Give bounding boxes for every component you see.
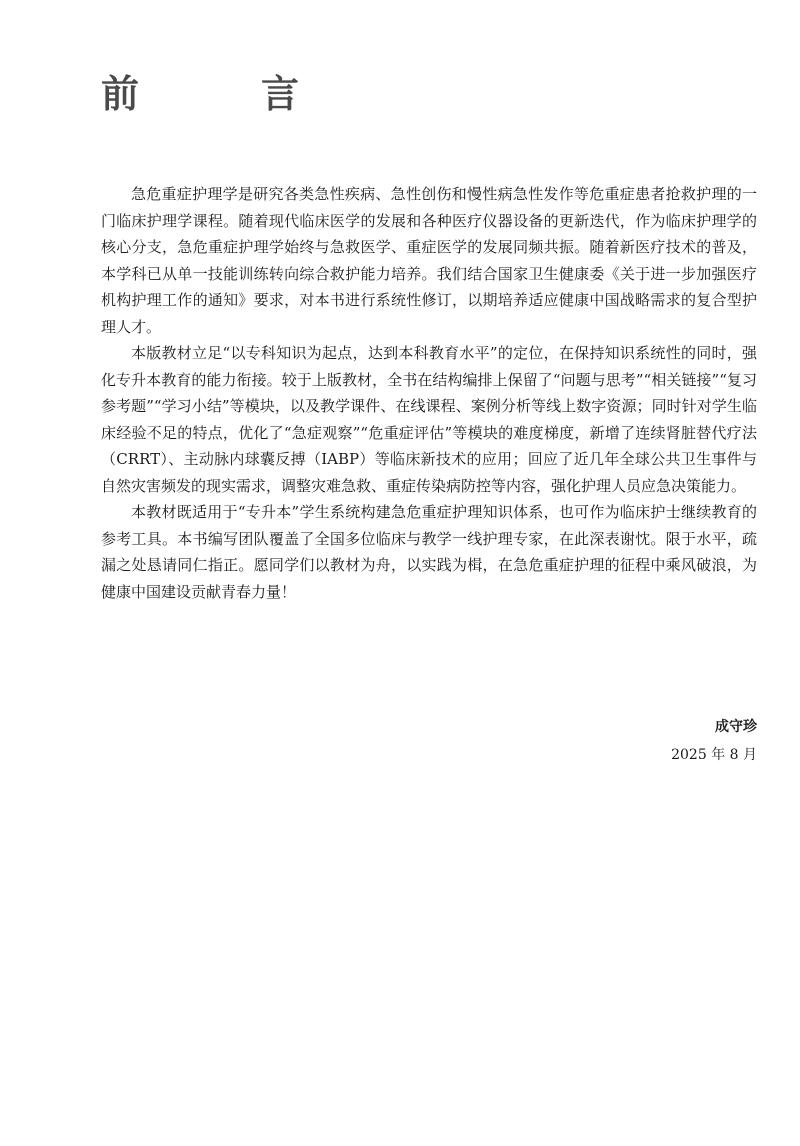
date: 2025 年 8 月 bbox=[671, 747, 757, 763]
paragraph: 本版教材立足“以专科知识为起点，达到本科教育水平”的定位，在保持知识系统性的同时，强化专升本教育的能力衔接。较于上版教材，全书在结构编排上保留了“问题与思考”“相关链接”“复习参考题”“学习小结”等模块，以及教学课件、在线课程、案例分析等线上数字资源；同时针对学生临床经验不足的特点，优化了“急症观察”“危重症评估”等模块的难度梯度，新增了连续肾脏替代疗法（CRRT）、主动脉内球囊反搏（IABP）等临床新技术的应用；回应了近几年全球公共卫生事件与自然灾害频发的现实需求，调整灾难急救、重症传染病防控等内容，强化护理人员应急决策能力。 bbox=[101, 344, 757, 495]
signature-block bbox=[671, 713, 757, 769]
paragraph: 本教材既适用于“专升本”学生系统构建急危重症护理知识体系，也可作为临床护士继续教育的参考工具。本书编写团队覆盖了全国多位临床与教学一线护理专家，在此深表谢忱。限于水平，疏漏之处恳请同仁指正。愿同学们以教材为舟，以实践为楫，在急危重症护理的征程中乘风破浪，为健康中国建设贡献青春力量！ bbox=[101, 503, 757, 601]
page-title: 前 言 bbox=[101, 71, 342, 116]
preface-body bbox=[101, 181, 757, 605]
author-name: 成守珍 bbox=[715, 719, 757, 735]
paragraph: 急危重症护理学是研究各类急性疾病、急性创伤和慢性病急性发作等危重症患者抢救护理的一门临床护理学课程。随着现代临床医学的发展和各种医疗仪器设备的更新迭代，作为临床护理学的核心分支，急危重症护理学始终与急救医学、重症医学的发展同频共振。随着新医疗技术的普及，本学科已从单一技能训练转向综合救护能力培养。我们结合国家卫生健康委《关于进一步加强医疗机构护理工作的通知》要求，对本书进行系统性修订，以期培养适应健康中国战略需求的复合型护理人才。 bbox=[101, 185, 757, 336]
